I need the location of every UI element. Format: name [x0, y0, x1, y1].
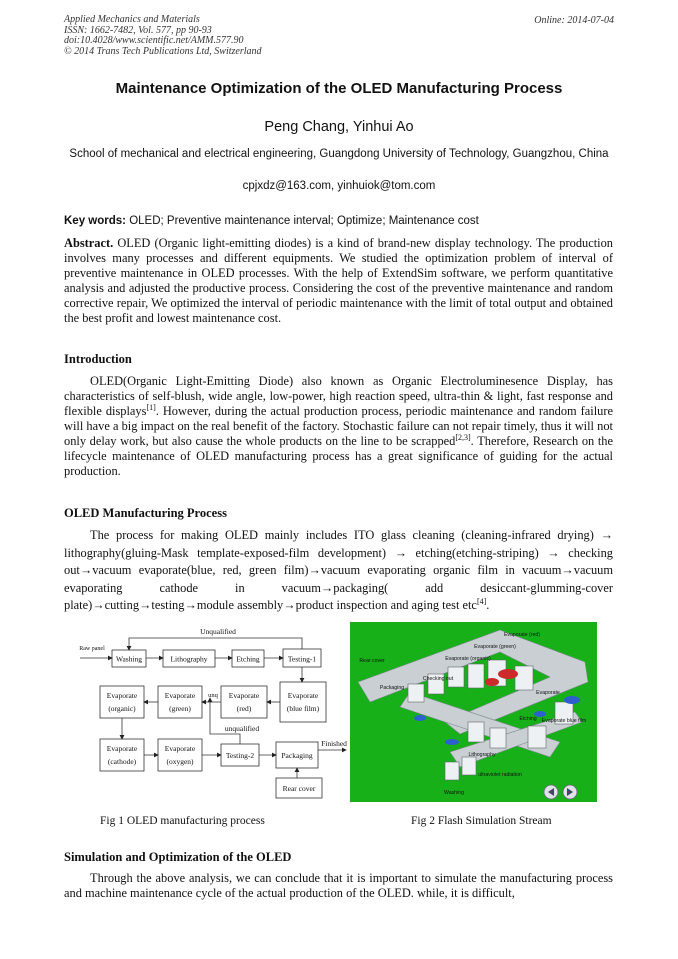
label-evap-cathode-2: (cathode) [107, 757, 137, 766]
label-evap-organic-1: Evaporate [106, 691, 138, 700]
label-evap-blue-1: Evaporate [287, 691, 319, 700]
machine-block [462, 757, 476, 775]
process-paragraph [64, 527, 613, 615]
journal-name: Applied Mechanics and Materials [64, 14, 200, 25]
machine-block [515, 666, 533, 690]
label-packaging: Packaging [281, 751, 313, 760]
machine-block [490, 728, 506, 748]
evaporation-disc-red [485, 678, 499, 686]
keywords-label: Key words: [64, 215, 126, 227]
keywords-text: OLED; Preventive maintenance interval; Optimize; Maintenance cost [129, 215, 479, 227]
label-testing1: Testing-1 [287, 654, 317, 664]
label-evap-red-1: Evaporate [228, 691, 260, 700]
paper-authors: Peng Chang, Yinhui Ao [264, 119, 414, 135]
section-heading-simulation: Simulation and Optimization of the OLED [64, 850, 292, 864]
fig2-label-packaging: Packaging [379, 685, 405, 691]
label-evap-red-2: (red) [236, 704, 252, 713]
online-date: Online: 2014-07-04 [534, 15, 614, 26]
fig2-label-evap-red: Evaporate (red) [503, 632, 541, 638]
label-evap-oxygen-1: Evaporate [164, 744, 196, 753]
label-evap-green-2: (green) [169, 704, 191, 713]
label-evap-organic-2: (organic) [108, 704, 136, 713]
section-heading-introduction: Introduction [64, 352, 132, 366]
label-testing2: Testing-2 [225, 751, 255, 760]
abstract [64, 236, 613, 326]
machine-block [528, 726, 546, 748]
machine-block [445, 762, 459, 780]
label-finished: Finished [321, 739, 347, 748]
fig2-label-rear-cover: Rear cover [359, 658, 385, 664]
intro-text-3: . Therefore, Research on the lifecycle maintenance of OLED manufacturing process has a great significance of guiding for the actual production. [64, 434, 613, 478]
fig2-label-uv: ultraviolet radiation [478, 772, 522, 778]
fig2-label-evap-blue: Evaporate blue film [541, 718, 587, 724]
copyright-line: © 2014 Trans Tech Publications Ltd, Switzerland [64, 45, 262, 57]
affiliation: School of mechanical and electrical engineering, Guangdong University of Technology, Guangzhou, China [69, 148, 609, 160]
fig2-label-checking: Checking out [422, 676, 454, 682]
box-evap-blue [280, 682, 326, 722]
evaporation-disc-blue [414, 715, 426, 721]
fig2-label-evap-organic: Evaporate (organic) [445, 656, 491, 662]
section-heading-process: OLED Manufacturing Process [64, 506, 227, 520]
label-evap-blue-2: (blue film) [286, 704, 320, 713]
label-evap-green-1: Evaporate [164, 691, 196, 700]
fig2-label-washing: Washing [444, 790, 464, 796]
label-rear-cover: Rear cover [282, 784, 316, 793]
label-lithography: Lithography [170, 654, 208, 664]
evaporation-disc-red [498, 669, 518, 679]
figure-2-simulation [350, 622, 597, 802]
label-unqualified-bottom: unqualified [224, 724, 260, 733]
introduction-paragraph [64, 374, 613, 479]
label-unqualified-top: Unqualified [200, 627, 236, 636]
keywords [64, 215, 614, 227]
citation-ref: [1] [146, 402, 156, 412]
process-text-end: . [486, 598, 490, 612]
fig2-label-evaporate: Evaporate [536, 690, 560, 696]
fig2-label-etching: Etching [519, 716, 537, 722]
label-unq-mid: unq [208, 692, 218, 699]
journal-header [64, 15, 262, 57]
intro-text-2: . However, during the actual production process, periodic maintenance and random failure will have a big impact on the real benefit of the factory. Stochastic failure can not repair timely, thus it will not only delay work, but also cause the whole products on the line to be scrapped [64, 404, 614, 448]
doi-line: doi:10.4028/www.scientific.net/AMM.577.90 [64, 35, 244, 46]
fig2-label-evap-green: Evaporate (green) [474, 644, 516, 650]
author-emails: cpjxdz@163.com, yinhuiok@tom.com [242, 180, 436, 192]
evaporation-disc-blue [564, 696, 580, 704]
abstract-text: OLED (Organic light-emitting diodes) is a kind of brand-new display technology. The production involves many processes and different equipments. We studied the optimization problem of interval of preventive maintenance in OLED processes. With the help of ExtendSim software, we perform quantitative analysis and adjusted the productive process. Considering the cost of the preventive maintenance and random corrective repair, We optimized the interval of periodic maintenance with the limit of total output and obtained the best profit and lowest maintenance cost. [64, 236, 613, 325]
abstract-label: Abstract. [64, 236, 114, 250]
citation-ref: [4] [476, 596, 487, 606]
figure-1-caption: Fig 1 OLED manufacturing process [100, 815, 265, 827]
figure-1-flowchart [78, 620, 348, 802]
machine-block [468, 722, 484, 742]
fig2-label-lithography: Lithography [468, 752, 496, 758]
figure-2-caption: Fig 2 Flash Simulation Stream [411, 815, 552, 827]
label-evap-oxygen-2: (oxygen) [166, 757, 194, 766]
evaporation-disc-blue [445, 739, 459, 745]
intro-text-1: OLED(Organic Light-Emitting Diode) also known as Organic Electroluminesence Display, has characteristics of self-blush, wide angle, low-power, high reaction speed, ultra-thin & light, fast response and flexible displays [64, 374, 613, 418]
simulation-paragraph: Through the above analysis, we can conclude that it is important to simulate the manufacturing process and machine maintenance cycle of the actual production of the OLED. while, it is difficult, [64, 871, 613, 900]
label-raw-panel: Raw panel [79, 646, 105, 652]
label-washing: Washing [115, 654, 143, 664]
paper-title: Maintenance Optimization of the OLED Manufacturing Process [115, 80, 563, 97]
label-evap-cathode-1: Evaporate [106, 744, 138, 753]
process-text: The process for making OLED mainly includes ITO glass cleaning (cleaning-infrared drying) → lithography(gluing-Mask template-exposed-film development) → etching(etching-striping) → checking out→vacuum evaporate(blue, red, green film)→vacuum evaporating organic film in vacuum→vacuum evaporating cathode in vacuum→packaging( add desiccant-glumming-cover plate)→cutting→testing→module assembly→product inspection and aging test etc [64, 528, 613, 612]
citation-ref: [2,3] [455, 432, 471, 442]
machine-block [468, 664, 484, 688]
label-etching: Etching [236, 654, 260, 664]
machine-block [408, 684, 424, 702]
issn-line: ISSN: 1662-7482, Vol. 577, pp 90-93 [64, 24, 212, 36]
